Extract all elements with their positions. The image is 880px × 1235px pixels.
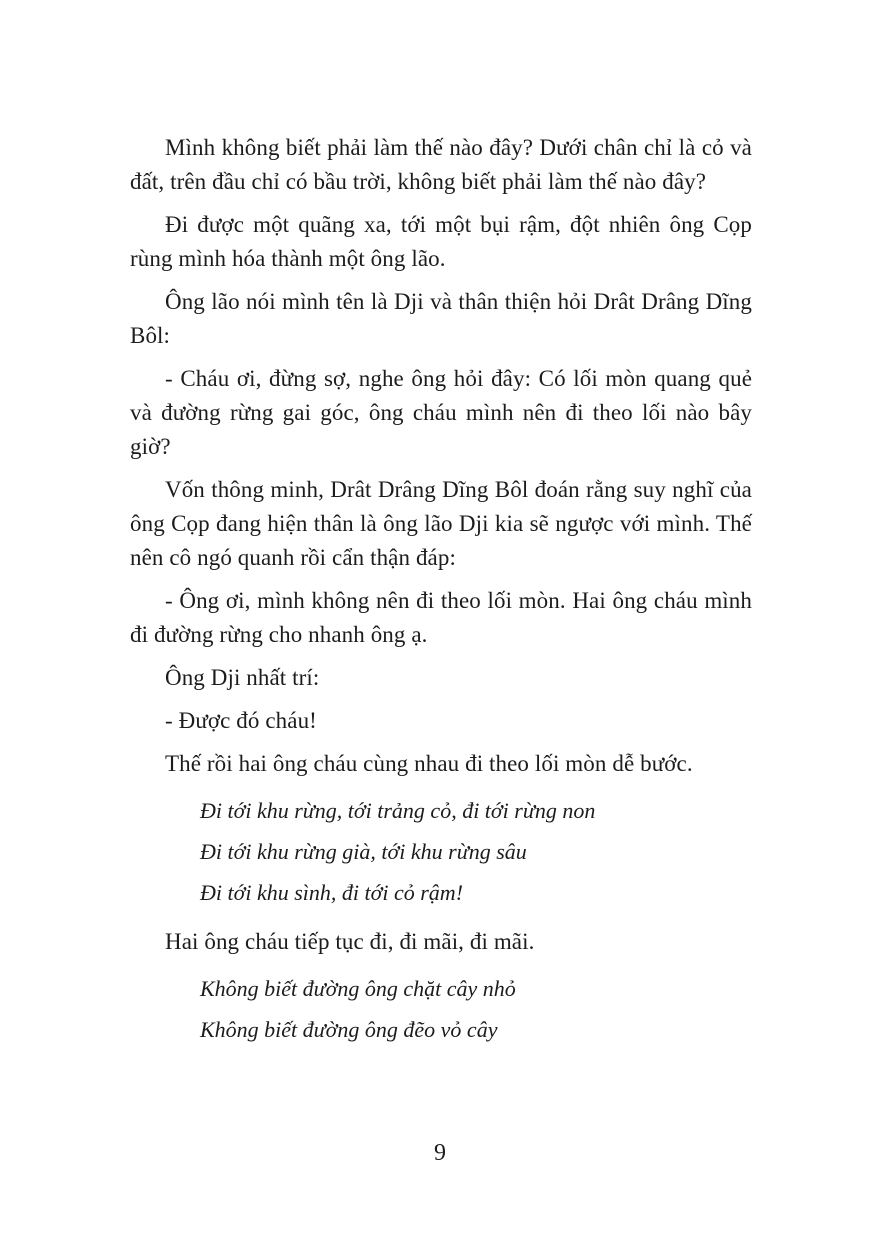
verse-group [200,968,752,1050]
text-block [130,131,752,1062]
paragraph: Ông Dji nhất trí: [165,665,320,690]
paragraph: Đi được một quãng xa, tới một bụi rậm, đột nhiên ông Cọp rùng mình hóa thành một ông lão. [130,212,752,271]
verse-line: Không biết đường ông chặt cây nhỏ [200,976,516,1001]
verse-line: Không biết đường ông đẽo vỏ cây [200,1017,498,1042]
dialogue-paragraph: - Ông ơi, mình không nên đi theo lối mòn. Hai ông cháu mình đi đường rừng cho nhanh ông ạ. [130,588,752,647]
paragraph: Mình không biết phải làm thế nào đây? Dưới chân chỉ là cỏ và đất, trên đầu chỉ có bầu trời, không biết phải làm thế nào đây? [130,135,752,194]
verse-group [200,790,752,913]
verse-line: Đi tới khu rừng, tới trảng cỏ, đi tới rừng non [200,798,596,823]
verse-line: Đi tới khu rừng già, tới khu rừng sâu [200,839,527,864]
paragraph: Thế rồi hai ông cháu cùng nhau đi theo lối mòn dễ bước. [165,751,693,776]
paragraph: Vốn thông minh, Drât Drâng Dĩng Bôl đoán rằng suy nghĩ của ông Cọp đang hiện thân là ông lão Dji kia sẽ ngược với mình. Thế nên cô ngó quanh rồi cẩn thận đáp: [130,477,752,570]
page-number: 9 [434,1140,446,1166]
paragraph: Hai ông cháu tiếp tục đi, đi mãi, đi mãi. [165,929,535,954]
verse-line: Đi tới khu sình, đi tới cỏ rậm! [200,880,464,905]
dialogue-paragraph: - Được đó cháu! [165,708,317,733]
dialogue-paragraph: - Cháu ơi, đừng sợ, nghe ông hỏi đây: Có lối mòn quang quẻ và đường rừng gai góc, ông cháu mình nên đi theo lối nào bây giờ? [130,366,752,459]
paragraph: Ông lão nói mình tên là Dji và thân thiện hỏi Drât Drâng Dĩng Bôl: [130,289,752,348]
